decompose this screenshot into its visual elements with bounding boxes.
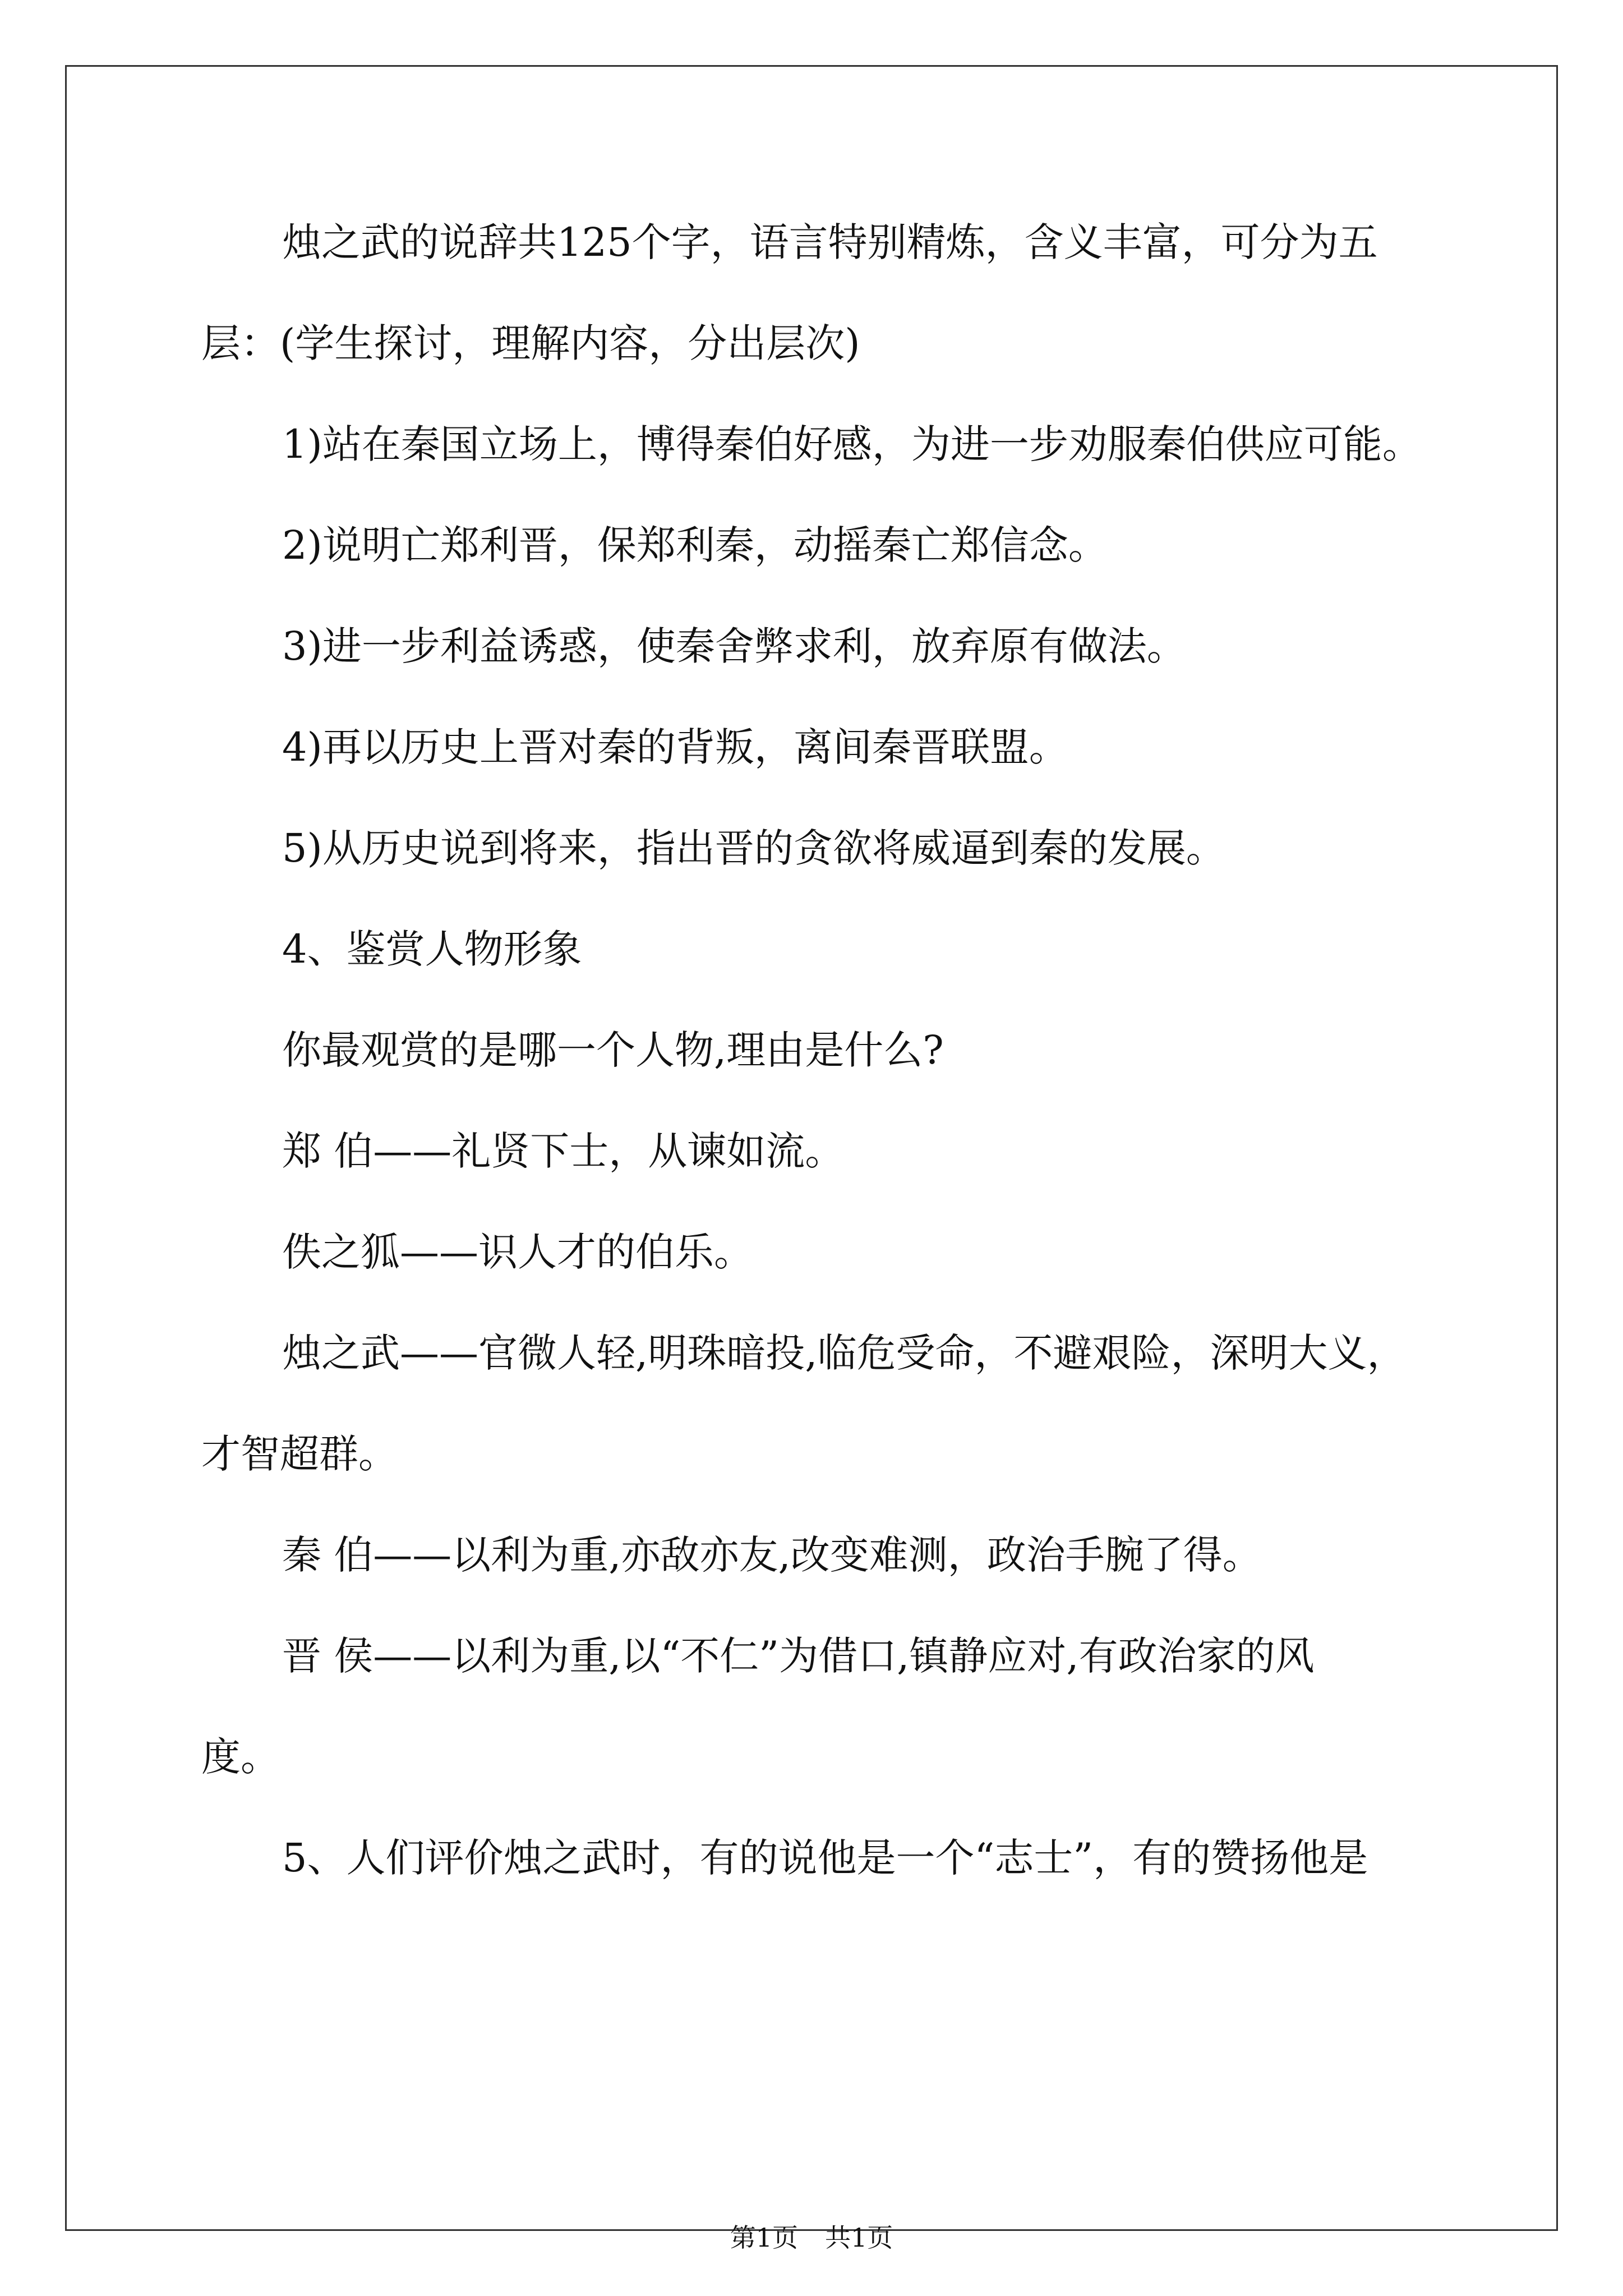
paragraph-line: 1)站在秦国立场上，博得秦伯好感，为进一步劝服秦伯供应可能。: [282, 421, 1422, 467]
page-frame: [65, 65, 1558, 2253]
paragraph-line: 5)从历史说到将来，指出晋的贪欲将威逼到秦的发展。: [282, 825, 1225, 871]
paragraph-line: 佚之狐——识人才的伯乐。: [282, 1229, 753, 1275]
section-heading: 4、鉴赏人物形象: [282, 926, 582, 972]
total-pages-label: 共1页: [825, 2223, 893, 2253]
paragraph-line: 才智超群。: [201, 1431, 398, 1477]
paragraph-line: 秦 伯——以利为重,亦敌亦友,改变难测，政治手腕了得。: [282, 1532, 1262, 1578]
paragraph-line: 3)进一步利益诱惑，使秦舍弊求利，放弃原有做法。: [282, 623, 1186, 669]
document-body: [67, 67, 1556, 2253]
paragraph-line: 郑 伯——礼贤下士，从谏如流。: [282, 1128, 845, 1174]
page-number-label: 第1页: [730, 2223, 798, 2253]
paragraph-line: 你最观赏的是哪一个人物,理由是什么?: [282, 1027, 944, 1073]
paragraph-line: 2)说明亡郑利晋，保郑利秦，动摇秦亡郑信念。: [282, 522, 1108, 568]
paragraph-line: 4)再以历史上晋对秦的背叛，离间秦晋联盟。: [282, 724, 1068, 770]
paragraph-line: 层：(学生探讨，理解内容，分出层次): [201, 320, 860, 366]
page-footer: [67, 2221, 1556, 2254]
paragraph-line: 晋 侯——以利为重,以“不仁”为借口,镇静应对,有政治家的风: [282, 1633, 1315, 1679]
paragraph-line: 烛之武——官微人轻,明珠暗投,临危受命，不避艰险，深明大义，: [282, 1330, 1407, 1376]
paragraph-line: 5、人们评价烛之武时，有的说他是一个“志士”，有的赞扬他是: [282, 1835, 1368, 1881]
paragraph-line: 度。: [201, 1734, 280, 1780]
paragraph-line: 烛之武的说辞共125个字，语言特别精炼，含义丰富，可分为五: [282, 219, 1378, 265]
